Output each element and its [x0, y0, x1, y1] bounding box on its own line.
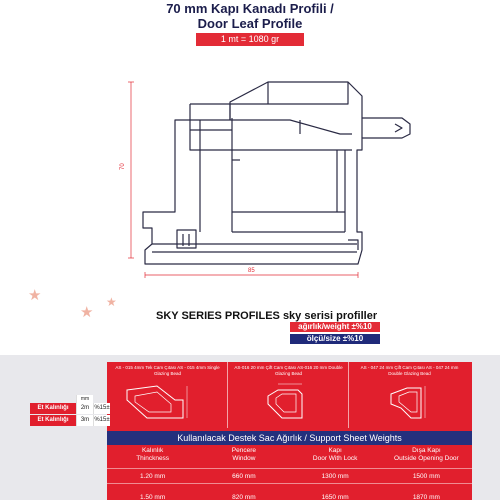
table-row: [107, 492, 472, 500]
width-dimension-label: 85: [248, 268, 255, 274]
wall-thickness-header: [30, 395, 110, 403]
glazing-bead-caption: AS - 015 4mm Tek Cam Çıtası AS - 015 4mm Single Glazing Bead: [115, 365, 220, 376]
thickness-tolerance: %15±: [93, 415, 110, 426]
table-cell: 660 mm: [232, 473, 256, 480]
table-row: [107, 468, 472, 484]
support-table-title: Kullanılacak Destek Sac Ağırlık / Support Sheet Weights: [107, 431, 472, 445]
height-dimension-label: 70: [120, 163, 126, 170]
size-tolerance-badge: ölçü/size ±%10: [290, 334, 380, 344]
table-cell: 1500 mm: [412, 473, 440, 480]
unit-label: mm: [76, 395, 93, 403]
series-title: SKY SERIES PROFILES sky serisi profiller: [156, 310, 378, 322]
thickness-label: Et Kalınlığı: [30, 403, 76, 414]
thickness-label: Et Kalınlığı: [30, 415, 76, 426]
glazing-bead-card: [107, 362, 228, 428]
weight-tolerance-badge: ağırlık/weight ±%10: [290, 322, 380, 332]
thickness-value: 2m: [76, 403, 93, 414]
support-table-header: [107, 447, 472, 462]
support-sheet-table: [107, 428, 472, 500]
table-cell: 1650 mm: [321, 494, 349, 500]
table-row: [30, 403, 110, 414]
glazing-bead-band: [107, 362, 472, 428]
glazing-bead-card: [228, 362, 349, 428]
wall-thickness-table: [30, 395, 110, 427]
column-header: Kapı Door With Lock: [312, 447, 358, 462]
table-cell: 1.20 mm: [139, 473, 166, 480]
table-row: [30, 415, 110, 426]
page-title-line-1: 70 mm Kapı Kanadı Profili /: [166, 1, 334, 16]
glazing-bead-caption: AS - 047 24 mm Çift Cam Çıtası AS - 047 24 mm Double Glazing Bead: [360, 365, 459, 376]
column-header: Dışa Kapı Outside Opening Door: [394, 447, 459, 462]
table-cell: 1300 mm: [321, 473, 349, 480]
weight-badge: 1 mt = 1080 gr: [196, 33, 304, 46]
glazing-bead-caption: AS-016 20 mm Çift Cam Çıtası AS-016 20 mm Double Glazing Bead: [234, 365, 343, 376]
star-icon: ★: [106, 295, 117, 309]
glazing-bead-shape: [359, 380, 459, 424]
table-cell: 1870 mm: [412, 494, 440, 500]
glazing-bead-shape: [238, 380, 338, 424]
thickness-value: 3m: [76, 415, 93, 426]
star-icon: ★: [28, 287, 42, 304]
column-header: Pencere Window: [231, 447, 256, 462]
star-icon: ★: [80, 304, 94, 321]
page-title-line-2: Door Leaf Profile: [197, 16, 303, 31]
thickness-tolerance: %15±: [93, 403, 110, 414]
glazing-bead-card: [349, 362, 470, 428]
table-cell: 820 mm: [232, 494, 256, 500]
glazing-bead-shape: [117, 380, 217, 424]
table-cell: 1.50 mm: [139, 494, 166, 500]
column-header: Kalınlık Thinckness: [136, 447, 170, 462]
